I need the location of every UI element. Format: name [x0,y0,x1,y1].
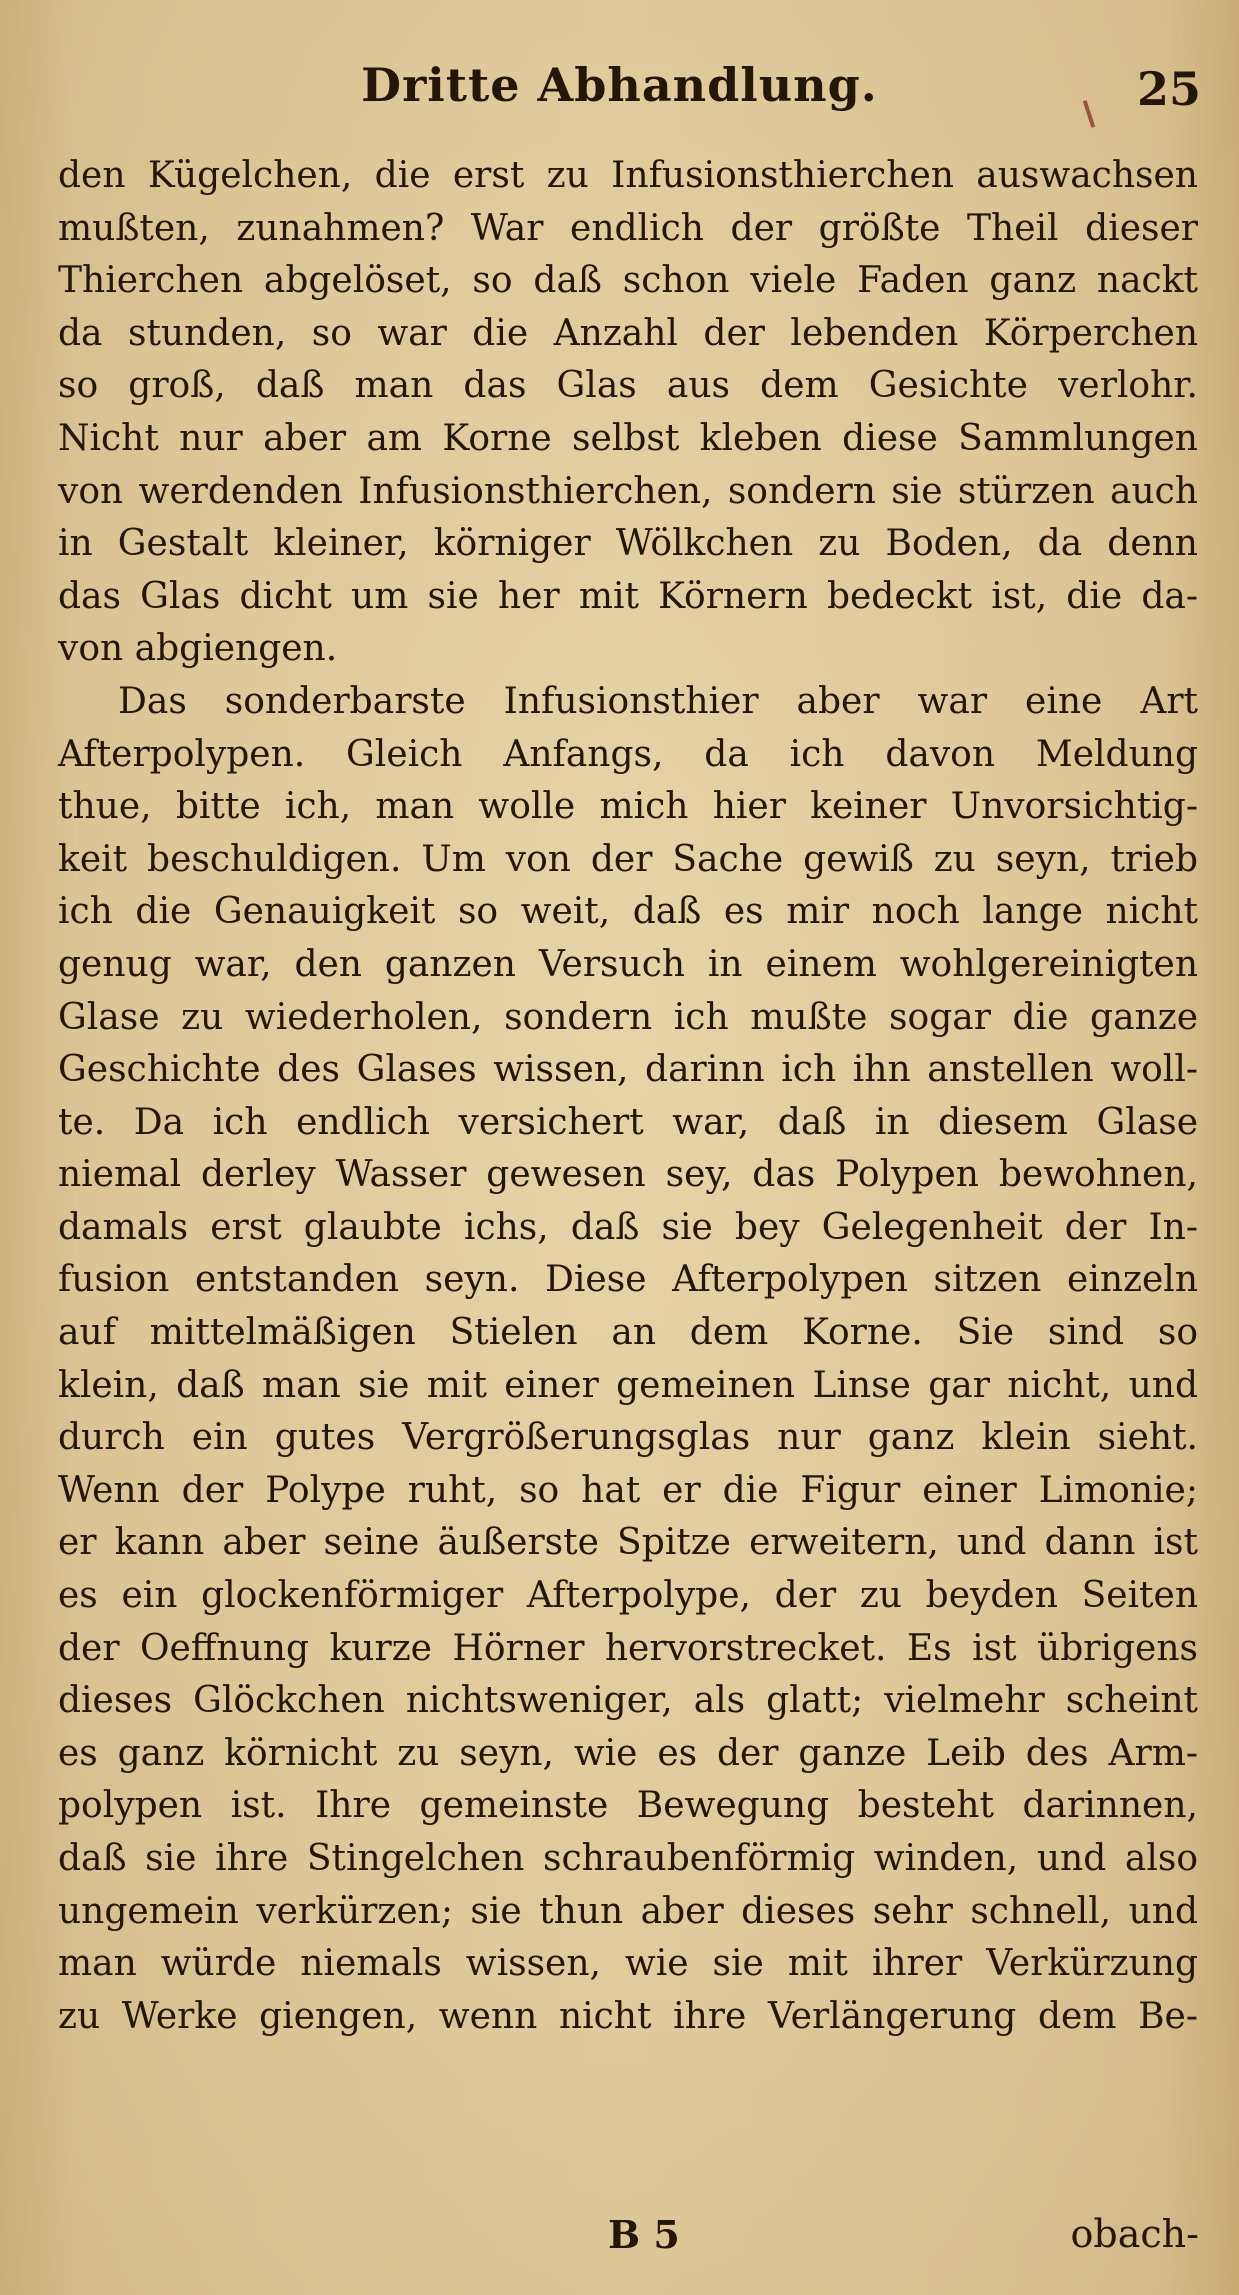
text-line: fusion entstanden seyn. Diese Afterpolypen sitzen einzeln [58,1259,1198,1301]
text-line: durch ein gutes Vergrößerungsglas nur ganz klein sieht. [58,1417,1198,1459]
text-line: da stunden, so war die Anzahl der lebenden Körperchen [58,312,1198,354]
text-line: ich die Genauigkeit so weit, daß es mir noch lange nicht [58,891,1198,933]
text-line: in Gestalt kleiner, körniger Wölkchen zu Boden, da denn [58,523,1198,565]
text-line: zu Werke giengen, wenn nicht ihre Verlängerung dem Be- [58,1995,1198,2037]
text-line: Afterpolypen. Gleich Anfangs, da ich davon Meldung [58,733,1198,775]
page-number: 25 [1136,62,1201,116]
text-line: das Glas dicht um sie her mit Körnern bedeckt ist, die da- [58,575,1198,617]
text-line: Glase zu wiederholen, sondern ich mußte sogar die ganze [58,996,1198,1038]
text-line: den Kügelchen, die erst zu Infusionsthierchen auswachsen [58,155,1198,196]
running-title: Dritte Abhandlung. [361,58,878,112]
text-line: daß sie ihre Stingelchen schraubenförmig winden, und also [58,1838,1198,1879]
text-line: auf mittelmäßigen Stielen an dem Korne. Sie sind so [58,1312,1198,1354]
text-line: es ein glockenförmiger Afterpolype, der zu beyden Seiten [58,1575,1198,1617]
text-line: Geschichte des Glases wissen, darinn ich ihn anstellen woll- [58,1049,1198,1091]
text-line: keit beschuldigen. Um von der Sache gewiß zu seyn, trieb [58,838,1198,880]
text-line: Nicht nur aber am Korne selbst kleben diese Sammlungen [58,417,1198,459]
text-line: polypen ist. Ihre gemeinste Bewegung besteht darinnen, [58,1785,1198,1827]
text-line: klein, daß man sie mit einer gemeinen Linse gar nicht, und [58,1364,1198,1406]
catchword: obach- [1070,2212,1199,2256]
text-line: Thierchen abgelöset, so daß schon viele Faden ganz nackt [58,260,1198,302]
text-line: Das sonderbarste Infusionsthier aber war eine Art [118,680,1198,722]
text-line: damals erst glaubte ichs, daß sie bey Gelegenheit der In- [58,1206,1198,1248]
page-footer [0,2212,1239,2272]
text-line: te. Da ich endlich versichert war, daß in diesem Glase [58,1101,1198,1143]
running-header [0,58,1239,138]
text-line: man würde niemals wissen, wie sie mit ihrer Verkürzung [58,1943,1198,1985]
text-line: mußten, zunahmen? War endlich der größte Theil dieser [58,207,1198,249]
text-line: von werdenden Infusionsthierchen, sondern sie stürzen auch [58,470,1198,512]
text-line: thue, bitte ich, man wolle mich hier keiner Unvorsichtig- [58,786,1198,828]
text-line: dieses Glöckchen nichtsweniger, als glatt; vielmehr scheint [58,1680,1198,1722]
text-line: genug war, den ganzen Versuch in einem wohlgereinigten [58,943,1198,985]
text-line: von abgiengen. [58,628,338,670]
text-line: er kann aber seine äußerste Spitze erweitern, und dann ist [58,1522,1198,1564]
text-line: ungemein verkürzen; sie thun aber dieses sehr schnell, und [58,1890,1198,1932]
text-line: Wenn der Polype ruht, so hat er die Figur einer Limonie; [58,1469,1198,1511]
text-line: der Oeffnung kurze Hörner hervorstrecket. Es ist übrigens [58,1627,1198,1669]
text-line: es ganz körnicht zu seyn, wie es der ganze Leib des Arm- [58,1732,1198,1774]
text-line: so groß, daß man das Glas aus dem Gesichte verlohr. [58,365,1198,407]
body-text [58,150,1198,2043]
text-line: niemal derley Wasser gewesen sey, das Polypen bewohnen, [58,1154,1198,1196]
signature-mark: B 5 [608,2212,680,2257]
